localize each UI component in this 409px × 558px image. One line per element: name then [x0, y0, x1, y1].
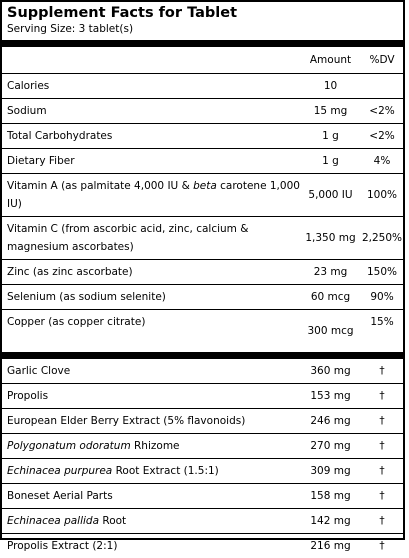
- nutrient-dv: 150%: [366, 266, 398, 278]
- ingredient-amount: 142 mg: [310, 515, 351, 527]
- nutrient-amount: 23 mg: [313, 266, 348, 278]
- ingredient-name: European Elder Berry Extract (5% flavonoids): [7, 415, 246, 427]
- nutrient-amount: 1,350 mg: [305, 232, 356, 244]
- thick-divider: [2, 352, 403, 359]
- nutrient-name: Dietary Fiber: [7, 155, 75, 167]
- nutrient-row: [2, 123, 403, 148]
- ingredient-row: [2, 508, 403, 533]
- nutrient-amount: 60 mcg: [310, 291, 351, 303]
- dv-header: %DV: [369, 54, 395, 66]
- ingredient-amount: 246 mg: [310, 415, 351, 427]
- ingredient-name: Echinacea purpurea Root Extract (1.5:1): [7, 465, 219, 477]
- ingredient-dv: †: [379, 415, 385, 427]
- nutrient-dv: <2%: [369, 105, 395, 117]
- nutrient-amount: 1 g: [322, 155, 339, 167]
- nutrient-row: [2, 173, 403, 216]
- ingredient-row: [2, 533, 403, 558]
- nutrient-amount: 5,000 IU: [308, 189, 353, 201]
- nutrient-row: [2, 98, 403, 123]
- nutrient-name: Zinc (as zinc ascorbate): [7, 266, 133, 278]
- nutrient-row: [2, 73, 403, 98]
- ingredient-amount: 158 mg: [310, 490, 351, 502]
- column-header-row: [2, 47, 403, 73]
- nutrient-row: [2, 216, 403, 259]
- nutrient-amount: 300 mcg: [307, 325, 354, 337]
- serving-size: Serving Size: 3 tablet(s): [7, 23, 134, 35]
- nutrient-dv: 90%: [370, 291, 394, 303]
- ingredient-dv: †: [379, 490, 385, 502]
- nutrient-name: Vitamin A (as palmitate 4,000 IU & beta carotene 1,000 IU): [7, 180, 300, 210]
- ingredient-row: [2, 408, 403, 433]
- ingredient-name: Polygonatum odoratum Rhizome: [7, 440, 180, 452]
- ingredient-dv: †: [379, 365, 385, 377]
- ingredient-dv: †: [379, 465, 385, 477]
- ingredient-name: Echinacea pallida Root: [7, 515, 127, 527]
- nutrient-name: Total Carbohydrates: [7, 130, 113, 142]
- nutrient-amount: 10: [323, 80, 338, 92]
- nutrient-dv: 15%: [370, 316, 394, 328]
- ingredient-name: Propolis Extract (2:1): [7, 540, 118, 552]
- ingredient-name: Propolis: [7, 390, 49, 402]
- ingredient-amount: 153 mg: [310, 390, 351, 402]
- panel-title: Supplement Facts for Tablet: [7, 5, 238, 21]
- ingredient-row: [2, 433, 403, 458]
- nutrient-name: Selenium (as sodium selenite): [7, 291, 166, 303]
- ingredient-row: [2, 383, 403, 408]
- nutrient-dv: 2,250%: [361, 232, 403, 244]
- nutrient-row: [2, 309, 403, 352]
- ingredient-amount: 216 mg: [310, 540, 351, 552]
- nutrient-row: [2, 148, 403, 173]
- ingredient-name: Garlic Clove: [7, 365, 71, 377]
- nutrient-amount: 15 mg: [313, 105, 348, 117]
- nutrient-dv: 4%: [373, 155, 391, 167]
- nutrient-row: [2, 259, 403, 284]
- nutrient-row: [2, 284, 403, 309]
- ingredient-dv: †: [379, 540, 385, 552]
- nutrient-dv: <2%: [369, 130, 395, 142]
- amount-header: Amount: [309, 54, 352, 66]
- nutrient-dv: 100%: [366, 189, 398, 201]
- nutrient-amount: 1 g: [322, 130, 339, 142]
- ingredient-row: [2, 458, 403, 483]
- ingredient-name: Boneset Aerial Parts: [7, 490, 113, 502]
- nutrient-name: Copper (as copper citrate): [7, 316, 146, 328]
- ingredient-amount: 270 mg: [310, 440, 351, 452]
- ingredient-dv: †: [379, 515, 385, 527]
- nutrient-name: Calories: [7, 80, 50, 92]
- ingredient-amount: 309 mg: [310, 465, 351, 477]
- thick-divider: [2, 40, 403, 47]
- nutrient-name: Sodium: [7, 105, 47, 117]
- ingredient-dv: †: [379, 440, 385, 452]
- ingredient-row: [2, 359, 403, 383]
- ingredient-amount: 360 mg: [310, 365, 351, 377]
- nutrient-name: Vitamin C (from ascorbic acid, zinc, calcium & magnesium ascorbates): [7, 223, 249, 253]
- ingredient-row: [2, 483, 403, 508]
- ingredient-dv: †: [379, 390, 385, 402]
